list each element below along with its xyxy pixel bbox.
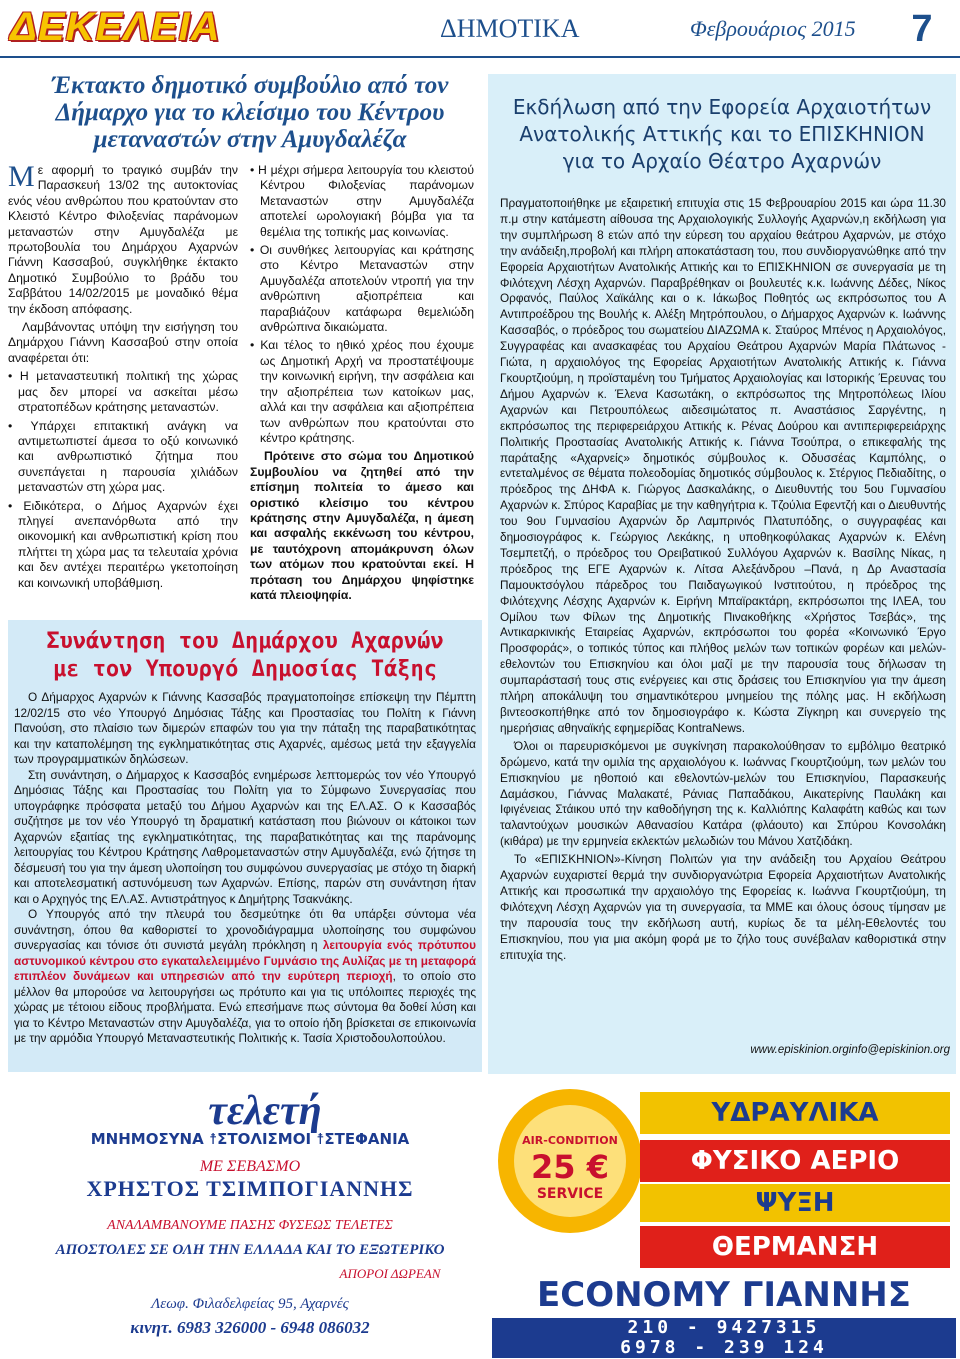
article1-conclusion: Πρότεινε στο σώμα του Δημοτικού Συμβουλίου να ζητηθεί από την επίσημη πολιτεία το άμεσο και οριστικό κλείσιμο του κέντρου κράτησης στην Αμυγδαλέζα, η άμεση και ασφαλής εκκένωση του κέντρου, με ταυτόχρονη απομάκρυνση όλων των ατόμων που κρατούνται εκεί. Η πρόταση του Δημάρχου ψηφίστηκε κατά πλειοψηφία. <box>250 449 474 602</box>
article3-headline <box>494 94 950 175</box>
sun-icon <box>495 1086 645 1236</box>
article3-headline-line2: Ανατολικής Αττικής και το ΕΠΙΣΚΗΝΙΟΝ <box>519 122 925 146</box>
sun-text-service: SERVICE <box>536 1186 604 1202</box>
header-divider <box>0 56 960 58</box>
article3-headline-line1: Εκδήλωση από την Εφορεία Αρχαιοτήτων <box>512 95 932 119</box>
ad2-banner-natural-gas: ΦΥΣΙΚΟ ΑΕΡΙΟ <box>640 1140 950 1182</box>
article1-bullet: • Υπάρχει επιτακτική ανάγκη να αντιμετωπιστεί άμεσα το οξύ κοινωνικό και ανθρωπιστικό ζήτημα που συνεπάγεται η παρουσία χιλιάδων μεταναστών στη χώρα μας. <box>8 418 238 495</box>
article2-paragraph: Στη συνάντηση, ο Δήμαρχος κ Κασσαβός ενημέρωσε λεπτομερώς τον νέο Υπουργό Δημόσιας Τάξης και Προστασίας του Πολίτη για το Σύμφωνο Συνεργασίας που υπογράφηκε πρόσφατα μεταξύ του Δήμου Αχαρνών και της ΕΛ.ΑΣ. Ο κ Κασσαβός συζήτησε με τον νέο Υπουργό τη δραματική κατάσταση που βιώνουν οι κάτοικοι των Αχαρνών εξαιτίας της εγκληματικότητας, της παραβατικότητας και της παράνομης λειτουργίας του Κέντρου Κράτησης Λαθρομεταναστών στην Αμυγδαλέζα, ενώ ζήτησε τη δέσμευσή του για την άμεση υλοποίηση του συμφώνου συνεργασίας με στόχο τη διαρκή και αποτελεσματική αστυνόμευση των Αχαρνών. Επίσης, παρών στη συνάντηση ήταν και ο Αρχηγός της ΕΛ.ΑΣ. Αντιστράτηγος κ Δημήτρης Τσακνάκης. <box>14 767 476 906</box>
article3-headline-line3: για το Αρχαίο Θέατρο Αχαρνών <box>562 149 882 173</box>
page-number: 7 <box>911 8 933 50</box>
sun-text-aircondition: AIR-CONDITION <box>522 1134 618 1147</box>
article2-headline-line1: Συνάντηση του Δημάρχου Αχαρνών <box>46 629 444 654</box>
article2-paragraph: Ο Υπουργός από την πλευρά του δεσμεύτηκε ότι θα υπάρξει σύντομα νέα συνάντηση, όπου θα καθοριστεί το χρονοδιάγραμμα υλοποίησης του συμφώνου συνεργασίας και τόνισε ότι συνιστά μεγάλη πρόκληση η λειτουργία ενός πρότυπου αστυνομικού κέντρου στο εγκαταλελειμμένο Γυμνάσιο της Αυλίζας με τη μεταφορά επιπλέον δυνάμεων και υπηρεσιών από την ευρύτερη περιοχή, το οποίο στο μέλλον θα μπορούσε να λειτουργήσει ως πρότυπο και για τις υπόλοιπες περιοχές της χώρας με τέτοιου είδους προβλήματα. Ενώ επεσήμανε πως σύντομα θα δοθεί λύση και για το Κέντρο Μεταναστών στην Αμυγδαλέζα, για το οποίο ήδη βρίσκεται σε επικοινωνία με την αρμόδια Υπουργό Μεταναστευτικής Πολιτικής κ. Τασία Χριστοδουλοπούλου. <box>14 907 476 1045</box>
article1-bullet: • Οι συνθήκες λειτουργίας και κράτησης στο Κέντρο Μεταναστών στην Αμυγδαλέζα αποτελούν ντροπή για την ανθρώπινη αξιοπρέπεια και παραβιάζουν κατάφωρα θεμελιώδη ανθρώπινα δικαιώματα. <box>250 243 474 335</box>
ad1-owner-name: ΧΡΗΣΤΟΣ ΤΣΙΜΠΟΓΙΑΝΝΗΣ <box>86 1176 414 1201</box>
ad2-phone-landline: 210 - 9427315 <box>492 1318 956 1338</box>
section-title: ΔΗΜΟΤΙΚΑ <box>440 14 580 43</box>
article1-column2 <box>250 163 474 606</box>
article2-highlight: λειτουργία ενός πρότυπου αστυνομικού κέντρου στο εγκαταλελειμμένο Γυμνάσιο της Αυλίζας με τη μεταφορά επιπλέον δυνάμεων και υπηρεσιών από την ευρύτερη περιοχή <box>14 938 476 983</box>
ad1-shipping: ΑΠΟΣΤΟΛΕΣ ΣΕ ΟΛΗ ΤΗΝ ΕΛΛΑΔΑ ΚΑΙ ΤΟ ΕΞΩΤΕΡΙΚΟ <box>55 1242 445 1258</box>
ad2-banner-plumbing: ΥΔΡΑΥΛΙΚΑ <box>640 1092 950 1134</box>
ad1-logo: τελετή <box>208 1088 322 1134</box>
article3-paragraph: Το «ΕΠΙΣΚΗΝΙΟΝ»-Κίνηση Πολιτών για την ανάδειξη του Αρχαίου Θεάτρου Αχαρνών ευχαριστεί θερμά την συνδιοργανώτρια Εφορεία Αρχαιοτήτων Ανατολικής Αττικής και προσωπικά την αρχαιολόγο της Εφορείας κ. Ιωάννα Γκουρτζιούμη, τη Φιλότεχνη Λέσχη Αχαρνών για τη συνεργασία, τα ΜΜΕ και όλους όσους τίμησαν με την παρουσία τους την εκδήλωση αυτή, κυρίως δε τα μέλη-Εθελοντές του Επισκηνίου, που για μια ακόμη φορά με το ζήλο τους συνέβαλαν καθοριστικά στην επιτυχία της. <box>500 852 946 962</box>
ad2-banner-cooling: ΨΥΞΗ <box>640 1184 950 1222</box>
article2-headline <box>8 628 482 684</box>
ad2-business-name: ECONOMY ΓΙΑΝΝΗΣ <box>492 1270 956 1320</box>
issue-date: Φεβρουάριος 2015 <box>690 16 856 41</box>
ad1-phones: κινητ. 6983 326000 - 6948 086032 <box>130 1318 370 1337</box>
sun-text-price: 25 € <box>531 1148 609 1186</box>
article1-headline <box>20 72 480 153</box>
ad1-services: ΜΝΗΜΟΣΥΝΑ ☨ΣΤΟΛΙΣΜΟΙ ☨ΣΤΕΦΑΝΙΑ <box>90 1130 410 1148</box>
article2-paragraph: Ο Δήμαρχος Αχαρνών κ Γιάννης Κασσαβός πραγματοποίησε επίσκεψη την Πέμπτη 12/02/15 στο νέο Υπουργό Δημόσιας Τάξης και Προστασίας του Πολίτη κ Γιάννη Πανούση, στο πλαίσιο των διμερών επαφών του για την πάταξη της παραβατικότητας και την καταπολέμηση της εγκληματικότητας στις Αχαρνές, αμέσως μετά την εξαγγελία των προγραμματικών δηλώσεων. <box>14 690 476 766</box>
article1-bullet: • Και τέλος το ηθικό χρέος που έχουμε ως Δημοτική Αρχή να προστατέψουμε την κοινωνική ειρήνη, την ασφάλεια και την αξιοπρέπεια των κατοίκων μας, αλλά και την ασφάλεια και αξιοπρέπεια των ανθρώπων που κρατούνται στο κέντρο κράτησης. <box>250 338 474 445</box>
article2-headline-line2: με τον Υπουργό Δημοσίας Τάξης <box>52 657 438 682</box>
article1-bullet: • Η μέχρι σήμερα λειτουργία του κλειστού Κέντρου Φιλοξενίας παράνομων Μεταναστών στην Αμυγδαλέζα αποτελεί ωρολογιακή βόμβα για τα θεμέλια της τοπικής μας κοινωνίας. <box>250 163 474 239</box>
ad2-banner-heating: ΘΕΡΜΑΝΣΗ <box>640 1226 950 1268</box>
article1-headline-line1: Έκτακτο δημοτικό συμβούλιο από τον <box>51 72 449 99</box>
article2-body <box>14 690 476 1047</box>
ad2-phone-mobile: 6978 - 239 124 <box>492 1338 956 1358</box>
website-link[interactable]: www.episkinion.orginfo@episkinion.org <box>750 1044 950 1056</box>
article1-column1 <box>8 160 238 594</box>
ad1-ceremonies: ΑΝΑΛΑΜΒΑΝΟΥΜΕ ΠΑΣΗΣ ΦΥΣΕΩΣ ΤΕΛΕΤΕΣ <box>107 1218 393 1233</box>
article1-headline-line3: μεταναστών στην Αμυγδαλέζα <box>93 126 407 153</box>
ad1-address: Λεωφ. Φιλαδελφείας 95, Αχαρνές <box>151 1296 349 1312</box>
article3-body <box>500 196 946 966</box>
article3-paragraph: Πραγματοποιήθηκε με εξαιρετική επιτυχία στις 15 Φεβρουαρίου 2015 και ώρα 11.30 π.μ στην κατάμεστη αίθουσα της Αρχαιολογικής Συλλογής Αχαρνών,η εκδήλωση για την συμπλήρωση 8 ετών από την εύρεση του αρχαίου θεάτρου Αχαρνών, με στόχο την ανάδειξη,προβολή και πλήρη αποκατάσταση του, που συνδιοργανώθηκε από την Εφορεία Αρχαιοτήτων Ανατολικής Αττικής και το ΕΠΙΣΚΗΝΙΟΝ σε συνεργασία με τη Φιλότεχνη Λέσχη Αχαρνών. Παραβρέθηκαν οι βουλευτές κ.κ. Ιωάννης Δέδες, Νίκος Ορφανός, Παύλος Χαϊκάλης και ο κ. Ιάκωβος Ποθητός ως εκπρόσωπος του Α Αντιπροέδρου της Βουλής κ. Αλέξη Μητρόπουλου, ο Δήμαρχος Αχαρνών κ. Ιωάννης Κασσαβός, ο πρόεδρος του σωματείου ΔΙΑΖΩΜΑ κ. Σταύρος Μπένος η Αρχαιολόγος, Συγγραφέας και ανασκαφέας του Αρχαίου Θεάτρου Αχαρνών Μαρία Πλάτωνος - Γιώτα, η αρχαιολόγος της Εφορείας Αρχαιοτήτων Ανατολικής Αττικής κ. Γιάννα Γκουρτζιούμη, η προϊσταμένη του Τμήματος Αρχαιολογίας και Ιστορικής Έρευνας του Δήμου Αχαρνών κ. Έλενα Κασωτάκη, ο εκπρόσωπος της Μητροπόλεως Ιλίου Αχαρνών και Πετρουπόλεως αιδεσιμώτατος π. Αναστάσιος Σαργέντης, η εκπρόσωπος της περιφερειάρχου Αττικής κ. Ρένας Δούρου και αντιπεριφερειάρχης Πολιτικής Προστασίας Ανατολικής Αττικής κ. Γιάννα Τσούπρα, ο επικεφαλής της παράταξης «Αχαρνείς» δημοτικός σύμβουλος κ. Οδυσσέας Καμπόλης, ο εντεταλμένος σε θέματα πολεοδομίας δημοτικός σύμβουλος κ. Στέργιος Πεδιαδίτης, ο πρόεδρος της ΔΗΦΑ κ. Γιώργος Δασκαλάκης, ο Διευθυντής του 5ου Γυμνασίου Αχαρνών κ. Σπύρος Καραβίας με την καθηγήτρια κ. Τζούλια Εφεντζή και ο Διευθυντής του 9ου Γυμνασίου Αχαρνών δρ Λαμπρινός Πλατυπόδης, ο συγγραφέας και δημοσιογράφος κ. Γεώργιος Λεκάκης, η υποθηκοφύλακας Αχαρνών κ. Ελένη Τσεμπετζή, ο πρόεδρος του Ορειβατικού Συλλόγου Αχαρνών κ. Βασίλης Νίκας, η πρόεδρος της ΕΓΕ Αχαρνών κ. Λίτσα Αλεξάνδρου –Πανά, η Δρ Αναστασία Παμουκτσόγλου πάρεδρος του Παιδαγωγικού Ινστιτούτου, η πρόεδρος της Φιλότεχνης Λέσχης Αχαρνών κ. Ειρήνη Μπαϊρακτάρη, εκπρόσωποι της ΙΛΕΑ, του Ομίλου των Φίλων της Δημοτικής Πινακοθήκης «Χρήστος Τσεβάς», της Αντικαρκινικής Εταιρείας Αχαρνών, εκπρόσωποι του φορέα «Κοινωνικό Έργο Προσφοράς», ο τοπικός τύπος και πλήθος μελών των τοπικών φορέων και μελών-εθελοντών του Επισκηνίου και όλοι μαζί με την παρουσία τους δήλωσαν τη συμπαράστασή τους στις ενέργειες και στις δράσεις του Επισκηνίου για την άμεση πλήρη αποκάλυψη του σημαντικότερου μνημείου της πόλης μας. Η εκδήλωση βιντεοσκοπήθηκε από τον δημοσιογράφο κ. Κώστα Ζίγκηρη και συνεργείο της ημερήσιας αθηναϊκής εφημερίδας KontraNews. <box>500 196 946 735</box>
article1-bullet: • Ειδικότερα, ο Δήμος Αχαρνών έχει πληγεί ανεπανόρθωτα από την οικονομική και ανθρωπιστική κρίση που πλήττει τη χώρα μας τα τελευταία χρόνια και δεν αντέχει περαιτέρω γκετοποίηση και κοινωνική υποβάθμιση. <box>8 498 238 590</box>
dropcap: Μ <box>8 160 35 193</box>
article3-paragraph: Όλοι οι παρευρισκόμενοι με συγκίνηση παρακολούθησαν το εμβόλιμο θεατρικό δρώμενο, κατά την ομιλία της αρχαιολόγου κ. Ιωάννας Γκουρτζιούμη, των μελών του Επισκηνίου με ηθοποιό και εθελοντών-μελών του Επισκηνίου, Παρασκευής Δαμάσκου, Γιάννας Μαλακατέ, Ράνιας Παπαδάκου, Αικατερίνης Παυλάκη και Ιφιγένειας Στάικου υπό την καθοδήγηση της κ. Καλλιόπης Καλαφάτη καθώς και των ταλαντούχων μουσικών Αθανασίου Κατάρα (φλάουτο) και Σπύρου Κονσολάκη (κιθάρα) με την ερμηνεία εκλεκτών μελωδιών του Μάνου Χατζιδάκη. <box>500 738 946 849</box>
article1-paragraph: Λαμβάνοντας υπόψη την εισήγηση του Δημάρχου Γιάννη Κασσαβού στην οποία αναφέρεται ότι: <box>8 320 238 365</box>
article1-bullet: • Η μεταναστευτική πολιτική της χώρας μας δεν μπορεί να ασκείται μέσω στρατοπέδων κράτησης μεταναστών. <box>8 369 238 415</box>
ad1-tagline: ΜΕ ΣΕΒΑΣΜΟ <box>199 1158 301 1175</box>
newspaper-logo: ΔΕΚΕΛΕΙΑ <box>10 5 221 49</box>
ad1-free-note: ΑΠΟΡΟΙ ΔΩΡΕΑΝ <box>339 1266 441 1281</box>
article1-paragraph: Με αφορμή το τραγικό συμβάν την Παρασκευή 13/02 της αυτοκτονίας ενός νέου ανθρώπου που κρατούνταν στο Κλειστό Κέντρο Φιλοξενίας παράνομων μεταναστών στην Αμυγδαλέζα με πρωτοβουλία του Δημάρχου Αχαρνών Γιάννη Κασσαβού, συγκλήθηκε έκτακτο Δημοτικό Συμβούλιο το βράδυ του Σαββάτου 14/02/2015 με μοναδικό θέμα την έκδοση απόφασης. <box>8 160 238 316</box>
article1-headline-line2: Δήμαρχο για το κλείσιμο του Κέντρου <box>55 99 445 126</box>
